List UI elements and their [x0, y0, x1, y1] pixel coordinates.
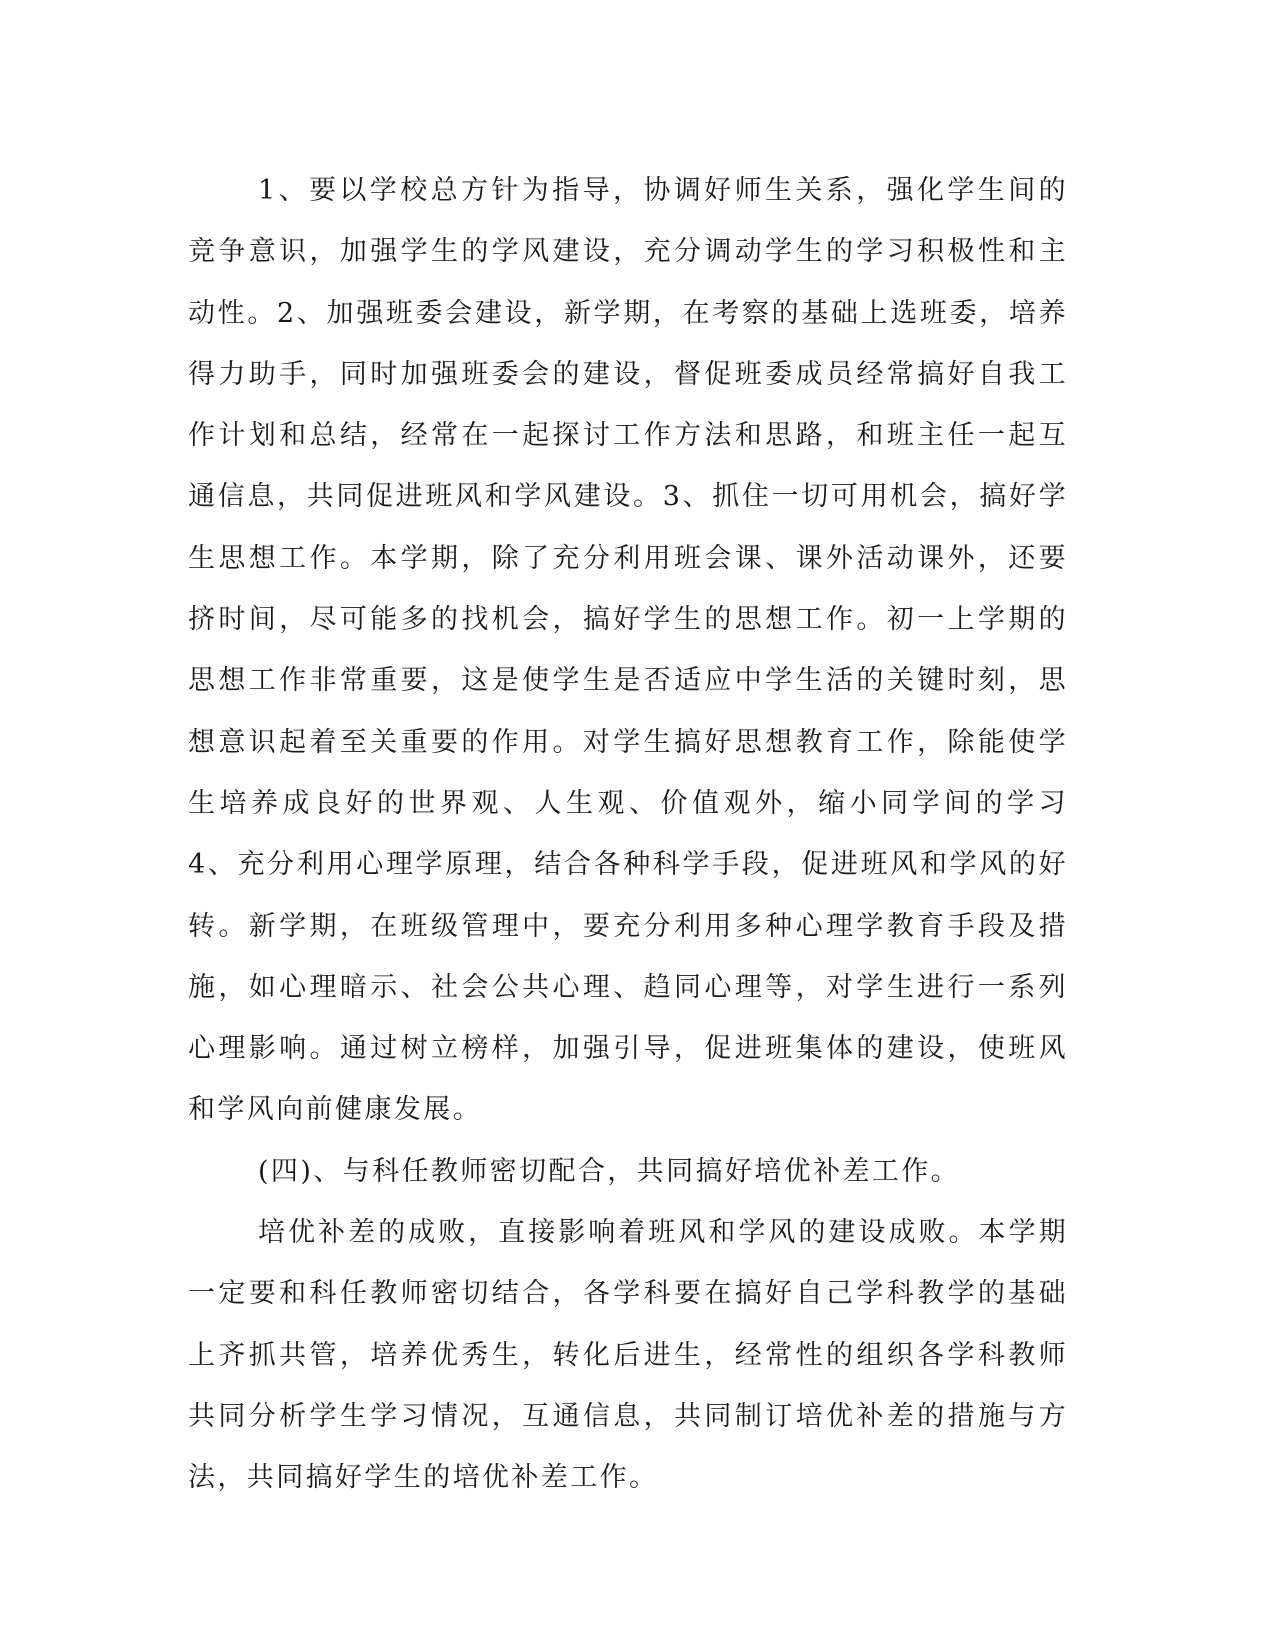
section-heading-teacher-cooperation: (四)、与科任教师密切配合，共同搞好培优补差工作。 [258, 1155, 961, 1187]
paragraph-tutoring-work: 培优补差的成败，直接影响着班风和学风的建设成败。本学期一定要和科任教师密切结合，各学科要在搞好自己学科教学的基础上齐抓共管，培养优秀生，转化后进生，经常性的组织各学科教师共同分析学生学习情况，互通信息，共同制订培优补差的措施与方法，共同搞好学生的培优补差工作。 [188, 1217, 1068, 1494]
document-body [188, 160, 1068, 1509]
paragraph-class-management-measures: 1、要以学校总方针为指导，协调好师生关系，强化学生间的竞争意识，加强学生的学风建设，充分调动学生的学习积极性和主动性。2、加强班委会建设，新学期，在考察的基础上选班委，培养得力助手，同时加强班委会的建设，督促班委成员经常搞好自我工作计划和总结，经常在一起探讨工作方法和思路，和班主任一起互通信息，共同促进班风和学风建设。3、抓住一切可用机会，搞好学生思想工作。本学期，除了充分利用班会课、课外活动课外，还要挤时间，尽可能多的找机会，搞好学生的思想工作。初一上学期的思想工作非常重要，这是使学生是否适应中学生活的关键时刻，思想意识起着至关重要的作用。对学生搞好思想教育工作，除能使学生培养成良好的世界观、人生观、价值观外，缩小同学间的学习 4、充分利用心理学原理，结合各种科学手段，促进班风和学风的好转。新学期，在班级管理中，要充分利用多种心理学教育手段及措施，如心理暗示、社会公共心理、趋同心理等，对学生进行一系列心理影响。通过树立榜样，加强引导，促进班集体的建设，使班风和学风向前健康发展。 [188, 175, 1068, 1126]
